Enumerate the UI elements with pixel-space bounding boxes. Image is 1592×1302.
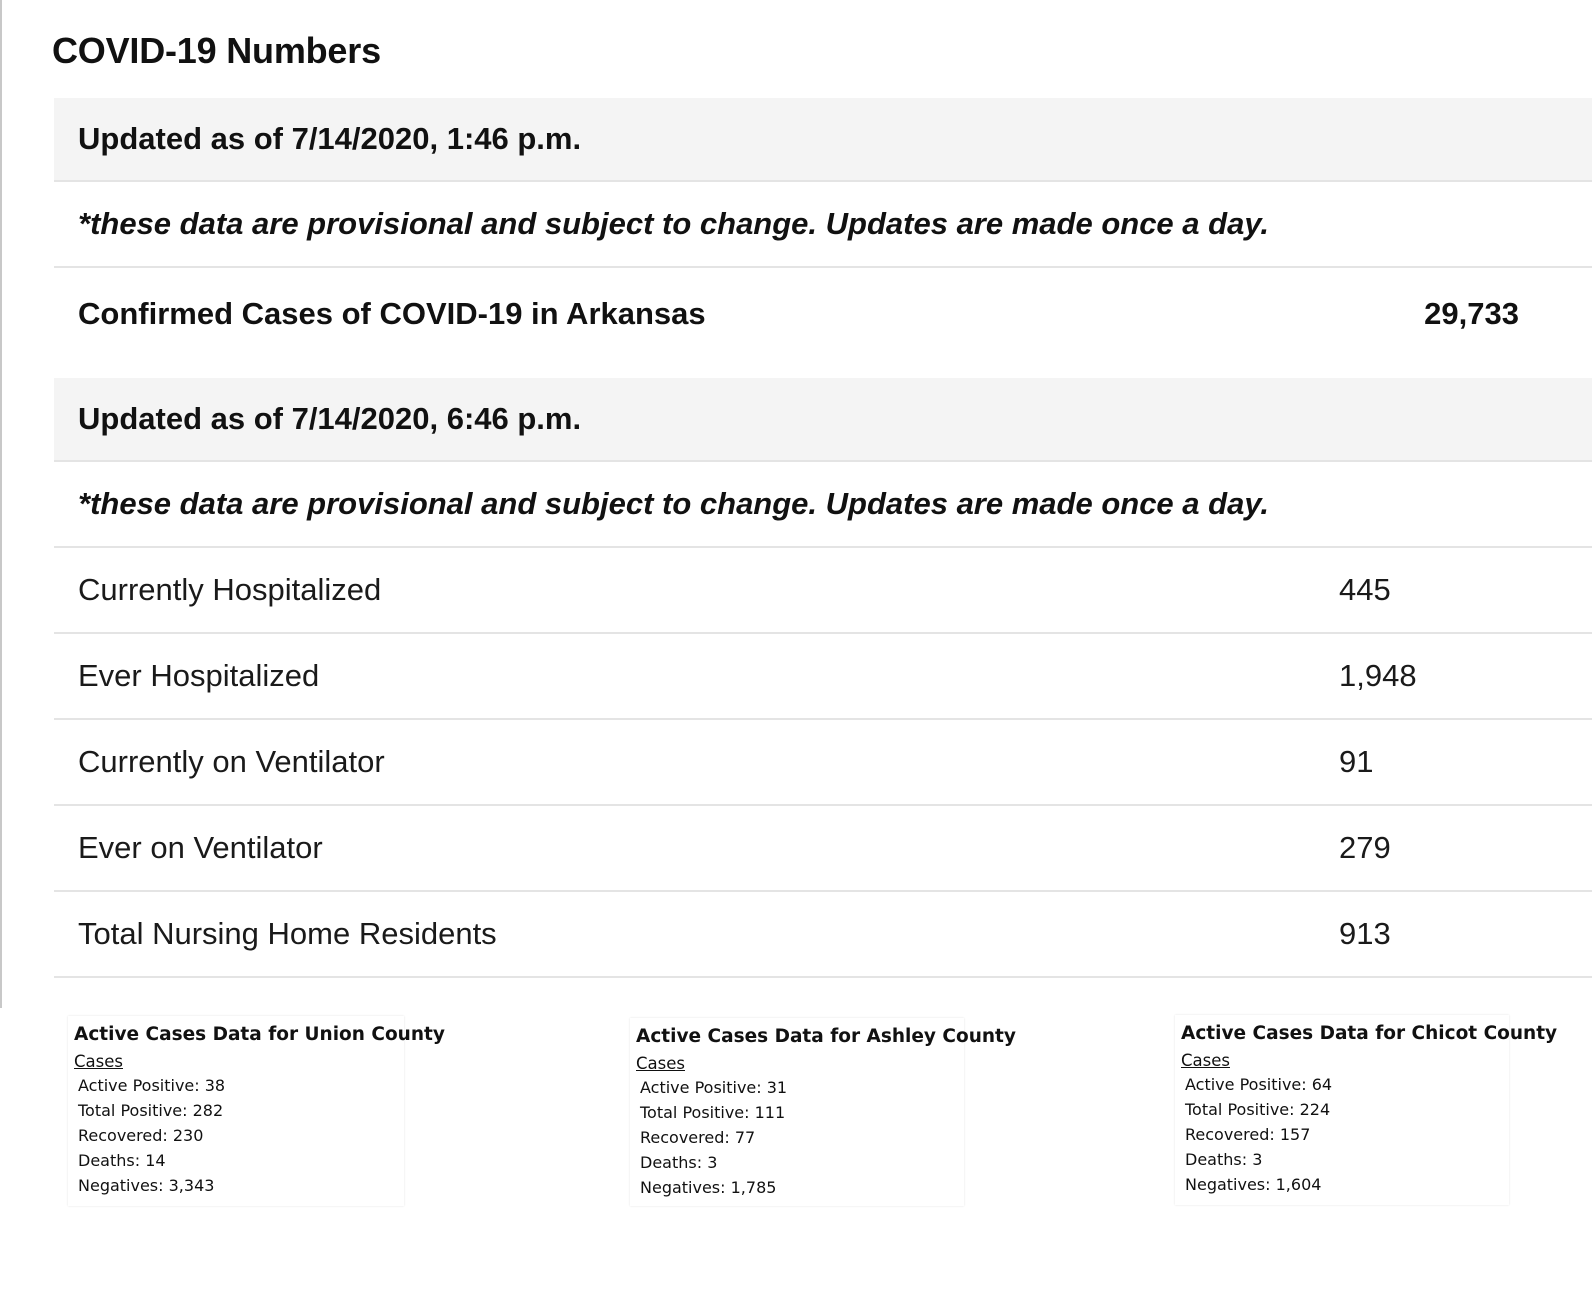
stat-label: Currently Hospitalized [78, 572, 382, 607]
section2-updated-text: Updated as of 7/14/2020, 6:46 p.m. [78, 401, 582, 436]
stat-label: Ever on Ventilator [78, 830, 323, 865]
section2-provisional-note: *these data are provisional and subject to change. Updates are made once a day. [78, 486, 1270, 521]
section1-header-row [54, 98, 1592, 182]
stat-label: Ever Hospitalized [78, 658, 320, 693]
county-deaths: Deaths: 3 [640, 1153, 718, 1172]
section-spacer [54, 360, 1592, 378]
county-card-title: Active Cases Data for Ashley County [636, 1026, 1016, 1047]
stat-row-total-nursing-home-residents [54, 892, 1592, 978]
county-active-positive: Active Positive: 38 [78, 1076, 226, 1095]
county-cases-link[interactable]: Cases [636, 1054, 685, 1073]
section1-provisional-note: *these data are provisional and subject to change. Updates are made once a day. [78, 206, 1270, 241]
section1-updated-text: Updated as of 7/14/2020, 1:46 p.m. [78, 121, 582, 156]
county-negatives: Negatives: 1,785 [640, 1178, 777, 1197]
county-recovered: Recovered: 157 [1185, 1125, 1311, 1144]
county-total-positive: Total Positive: 111 [640, 1103, 786, 1122]
stat-value: 91 [1312, 720, 1592, 804]
stat-row-ever-on-ventilator [54, 806, 1592, 892]
stat-row-ever-hospitalized [54, 634, 1592, 720]
page-title: COVID-19 Numbers [52, 30, 381, 71]
stat-value: 1,948 [1312, 634, 1592, 718]
county-card-title: Active Cases Data for Union County [74, 1024, 445, 1045]
stat-label: Total Nursing Home Residents [78, 916, 497, 951]
section1-note-row [54, 182, 1592, 268]
stat-row-currently-on-ventilator [54, 720, 1592, 806]
stat-row-currently-hospitalized [54, 548, 1592, 634]
confirmed-cases-row [54, 268, 1592, 360]
section2-note-row [54, 462, 1592, 548]
county-negatives: Negatives: 1,604 [1185, 1175, 1322, 1194]
county-card-title: Active Cases Data for Chicot County [1181, 1023, 1558, 1044]
stat-label: Currently on Ventilator [78, 744, 385, 779]
county-card-chicot [1175, 1015, 1558, 1205]
county-total-positive: Total Positive: 224 [1185, 1100, 1331, 1119]
county-card-ashley [630, 1018, 1016, 1206]
county-recovered: Recovered: 230 [78, 1126, 204, 1145]
stat-value: 913 [1312, 892, 1592, 976]
county-active-positive: Active Positive: 64 [1185, 1075, 1333, 1094]
confirmed-cases-value: 29,733 [1424, 296, 1519, 331]
county-recovered: Recovered: 77 [640, 1128, 756, 1147]
county-deaths: Deaths: 14 [78, 1151, 166, 1170]
county-card-union [68, 1016, 445, 1206]
stat-value: 279 [1312, 806, 1592, 890]
county-cases-link[interactable]: Cases [1181, 1051, 1230, 1070]
county-deaths: Deaths: 3 [1185, 1150, 1263, 1169]
county-active-positive: Active Positive: 31 [640, 1078, 788, 1097]
county-total-positive: Total Positive: 282 [78, 1101, 224, 1120]
county-negatives: Negatives: 3,343 [78, 1176, 215, 1195]
stat-value: 445 [1312, 548, 1592, 632]
county-cases-link[interactable]: Cases [74, 1052, 123, 1071]
covid-data-table [54, 98, 1592, 978]
confirmed-cases-label: Confirmed Cases of COVID-19 in Arkansas [78, 296, 706, 331]
section2-header-row [54, 378, 1592, 462]
